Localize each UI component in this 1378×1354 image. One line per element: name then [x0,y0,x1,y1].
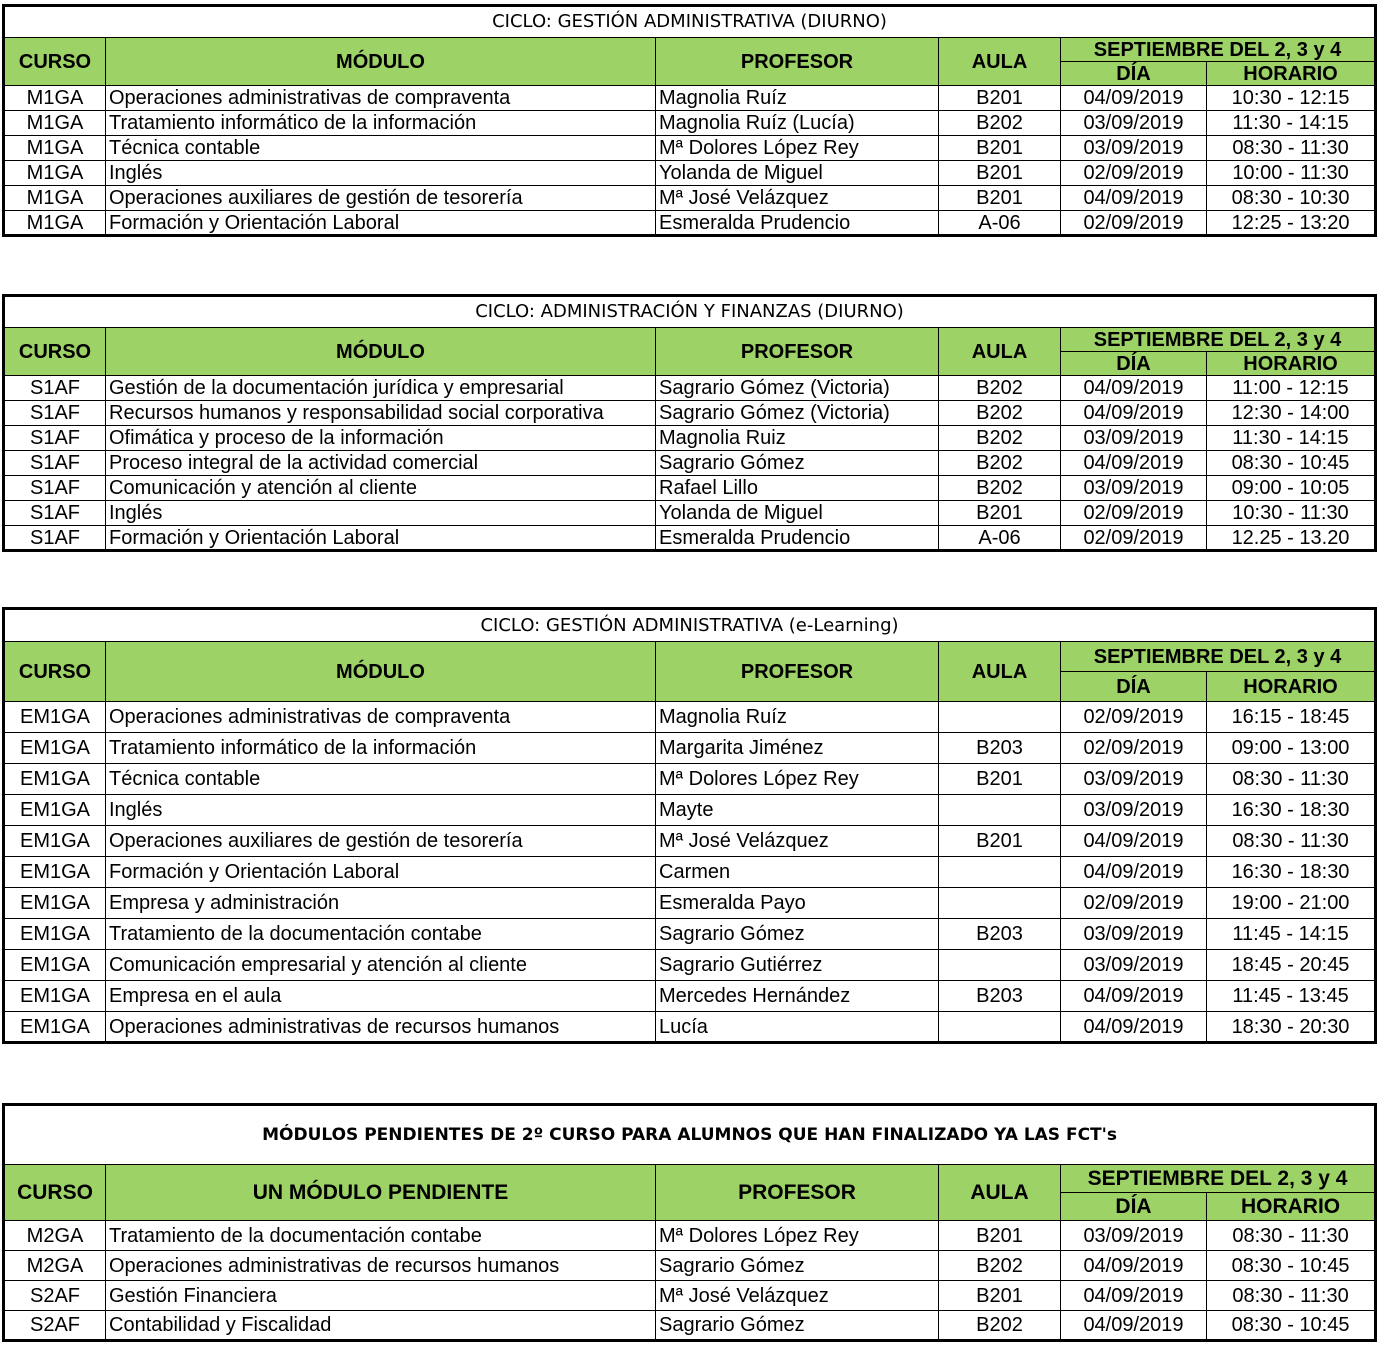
cell-curso: M2GA [4,1251,106,1281]
cell-curso: M1GA [4,111,106,136]
cell-profesor: Mercedes Hernández [656,981,939,1012]
cell-modulo: Proceso integral de la actividad comercial [106,451,656,476]
table-block-2 [2,294,1374,552]
cell-dia: 04/09/2019 [1061,401,1207,426]
schedule-table-gestion-elearning [2,607,1377,1044]
cell-aula: B202 [939,426,1061,451]
cell-aula: B202 [939,1251,1061,1281]
cell-curso: EM1GA [4,919,106,950]
cell-aula [939,1012,1061,1043]
cell-curso: S1AF [4,476,106,501]
table-row [4,1311,1376,1341]
cell-profesor: Sagrario Gómez [656,451,939,476]
cell-dia: 03/09/2019 [1061,426,1207,451]
table-row [4,1012,1376,1043]
cell-dia: 03/09/2019 [1061,950,1207,981]
cell-horario: 11:30 - 14:15 [1207,426,1376,451]
cell-horario: 09:00 - 13:00 [1207,733,1376,764]
cell-horario: 16:30 - 18:30 [1207,795,1376,826]
table-row [4,1251,1376,1281]
cell-curso: M1GA [4,86,106,111]
table-row [4,795,1376,826]
table-row [4,857,1376,888]
cell-curso: EM1GA [4,1012,106,1043]
cell-aula [939,857,1061,888]
cell-profesor: Magnolia Ruíz [656,86,939,111]
header-horario: HORARIO [1207,672,1376,702]
table-row [4,919,1376,950]
cell-modulo: Operaciones administrativas de compraventa [106,702,656,733]
table-row [4,702,1376,733]
table-row [4,111,1376,136]
table-row [4,186,1376,211]
table-row [4,211,1376,236]
header-modulo-pendiente: UN MÓDULO PENDIENTE [106,1165,656,1221]
cell-profesor: Margarita Jiménez [656,733,939,764]
header-profesor: PROFESOR [656,38,939,86]
table-row [4,1281,1376,1311]
cell-curso: EM1GA [4,826,106,857]
cell-profesor: Sagrario Gómez (Victoria) [656,376,939,401]
cell-horario: 08:30 - 10:45 [1207,1311,1376,1341]
table-row [4,888,1376,919]
cell-aula: B202 [939,111,1061,136]
table-row [4,764,1376,795]
cell-dia: 03/09/2019 [1061,919,1207,950]
cell-horario: 11:30 - 14:15 [1207,111,1376,136]
cell-profesor: Magnolia Ruiz [656,426,939,451]
cell-aula: B203 [939,919,1061,950]
cell-dia: 02/09/2019 [1061,702,1207,733]
cell-profesor: Sagrario Gómez [656,1251,939,1281]
cell-curso: S2AF [4,1311,106,1341]
header-modulo: MÓDULO [106,38,656,86]
cell-aula [939,795,1061,826]
cell-profesor: Sagrario Gómez [656,919,939,950]
cell-modulo: Tratamiento de la documentación contabe [106,919,656,950]
cell-dia: 02/09/2019 [1061,161,1207,186]
cell-horario: 08:30 - 10:45 [1207,1251,1376,1281]
cell-horario: 12.25 - 13.20 [1207,526,1376,551]
cell-modulo: Formación y Orientación Laboral [106,857,656,888]
cell-curso: S1AF [4,426,106,451]
cell-profesor: Yolanda de Miguel [656,501,939,526]
cell-modulo: Operaciones auxiliares de gestión de tesorería [106,826,656,857]
table-row [4,826,1376,857]
table-row [4,526,1376,551]
cell-modulo: Empresa y administración [106,888,656,919]
header-dia: DÍA [1061,62,1207,86]
table-row [4,426,1376,451]
table-block-3 [2,607,1374,1044]
cell-horario: 11:45 - 14:15 [1207,919,1376,950]
cell-modulo: Técnica contable [106,136,656,161]
cell-aula: B201 [939,186,1061,211]
header-dia: DÍA [1061,352,1207,376]
cell-modulo: Recursos humanos y responsabilidad social corporativa [106,401,656,426]
cell-dia: 04/09/2019 [1061,1281,1207,1311]
cell-aula [939,950,1061,981]
cell-profesor: Mª José Velázquez [656,1281,939,1311]
cell-dia: 03/09/2019 [1061,111,1207,136]
cell-curso: EM1GA [4,950,106,981]
cell-aula: B201 [939,161,1061,186]
table-row [4,401,1376,426]
cell-profesor: Mayte [656,795,939,826]
cell-curso: S1AF [4,501,106,526]
cell-profesor: Sagrario Gómez [656,1311,939,1341]
cell-modulo: Contabilidad y Fiscalidad [106,1311,656,1341]
table-block-1 [2,4,1374,237]
cell-horario: 12:30 - 14:00 [1207,401,1376,426]
header-profesor: PROFESOR [656,1165,939,1221]
cell-curso: EM1GA [4,981,106,1012]
header-curso: CURSO [4,328,106,376]
cell-aula: B203 [939,733,1061,764]
table-title: CICLO: ADMINISTRACIÓN Y FINANZAS (DIURNO) [4,296,1376,328]
cell-curso: S1AF [4,526,106,551]
cell-horario: 08:30 - 10:45 [1207,451,1376,476]
cell-profesor: Esmeralda Prudencio [656,211,939,236]
table-row [4,161,1376,186]
cell-curso: S1AF [4,401,106,426]
cell-modulo: Inglés [106,161,656,186]
header-septiembre: SEPTIEMBRE DEL 2, 3 y 4 [1061,1165,1376,1193]
cell-profesor: Lucía [656,1012,939,1043]
header-horario: HORARIO [1207,352,1376,376]
cell-modulo: Operaciones auxiliares de gestión de tesorería [106,186,656,211]
table-title: MÓDULOS PENDIENTES DE 2º CURSO PARA ALUMNOS QUE HAN FINALIZADO YA LAS FCT's [4,1105,1376,1165]
cell-curso: M1GA [4,211,106,236]
cell-horario: 16:30 - 18:30 [1207,857,1376,888]
header-curso: CURSO [4,642,106,702]
cell-curso: M2GA [4,1221,106,1251]
cell-horario: 10:30 - 11:30 [1207,501,1376,526]
header-curso: CURSO [4,1165,106,1221]
cell-aula: B201 [939,764,1061,795]
cell-profesor: Rafael Lillo [656,476,939,501]
cell-modulo: Gestión de la documentación jurídica y empresarial [106,376,656,401]
cell-modulo: Tratamiento de la documentación contabe [106,1221,656,1251]
cell-dia: 02/09/2019 [1061,888,1207,919]
cell-horario: 10:00 - 11:30 [1207,161,1376,186]
cell-horario: 09:00 - 10:05 [1207,476,1376,501]
cell-dia: 03/09/2019 [1061,764,1207,795]
cell-horario: 10:30 - 12:15 [1207,86,1376,111]
cell-modulo: Empresa en el aula [106,981,656,1012]
cell-profesor: Yolanda de Miguel [656,161,939,186]
header-modulo: MÓDULO [106,328,656,376]
cell-aula [939,888,1061,919]
table-title: CICLO: GESTIÓN ADMINISTRATIVA (DIURNO) [4,6,1376,38]
header-modulo: MÓDULO [106,642,656,702]
cell-aula: B201 [939,1281,1061,1311]
table-row [4,501,1376,526]
cell-profesor: Magnolia Ruíz (Lucía) [656,111,939,136]
cell-curso: EM1GA [4,888,106,919]
cell-curso: EM1GA [4,764,106,795]
cell-dia: 02/09/2019 [1061,526,1207,551]
table-row [4,376,1376,401]
cell-profesor: Carmen [656,857,939,888]
header-septiembre: SEPTIEMBRE DEL 2, 3 y 4 [1061,38,1376,62]
cell-horario: 11:00 - 12:15 [1207,376,1376,401]
cell-aula: B201 [939,826,1061,857]
schedule-table-pendientes [2,1103,1377,1342]
cell-curso: S1AF [4,451,106,476]
cell-aula: B201 [939,501,1061,526]
cell-modulo: Tratamiento informático de la información [106,111,656,136]
cell-horario: 08:30 - 10:30 [1207,186,1376,211]
cell-dia: 04/09/2019 [1061,1251,1207,1281]
cell-horario: 08:30 - 11:30 [1207,826,1376,857]
cell-modulo: Ofimática y proceso de la información [106,426,656,451]
cell-horario: 12:25 - 13:20 [1207,211,1376,236]
cell-profesor: Mª Dolores López Rey [656,764,939,795]
cell-horario: 16:15 - 18:45 [1207,702,1376,733]
cell-curso: EM1GA [4,795,106,826]
cell-dia: 04/09/2019 [1061,451,1207,476]
table-row [4,451,1376,476]
cell-modulo: Gestión Financiera [106,1281,656,1311]
cell-modulo: Operaciones administrativas de recursos humanos [106,1012,656,1043]
cell-aula [939,702,1061,733]
cell-modulo: Inglés [106,501,656,526]
cell-aula: B202 [939,476,1061,501]
cell-horario: 11:45 - 13:45 [1207,981,1376,1012]
cell-curso: EM1GA [4,857,106,888]
cell-modulo: Tratamiento informático de la información [106,733,656,764]
table-row [4,1221,1376,1251]
cell-horario: 19:00 - 21:00 [1207,888,1376,919]
cell-dia: 04/09/2019 [1061,186,1207,211]
header-curso: CURSO [4,38,106,86]
cell-profesor: Magnolia Ruíz [656,702,939,733]
table-row [4,981,1376,1012]
cell-aula: B202 [939,376,1061,401]
cell-modulo: Operaciones administrativas de compraventa [106,86,656,111]
cell-curso: EM1GA [4,702,106,733]
cell-dia: 04/09/2019 [1061,1012,1207,1043]
schedule-table-finanzas-diurno [2,294,1377,552]
cell-curso: EM1GA [4,733,106,764]
cell-modulo: Técnica contable [106,764,656,795]
cell-profesor: Sagrario Gutiérrez [656,950,939,981]
cell-dia: 03/09/2019 [1061,136,1207,161]
header-septiembre: SEPTIEMBRE DEL 2, 3 y 4 [1061,642,1376,672]
header-aula: AULA [939,642,1061,702]
cell-dia: 04/09/2019 [1061,981,1207,1012]
cell-horario: 08:30 - 11:30 [1207,136,1376,161]
cell-modulo: Formación y Orientación Laboral [106,211,656,236]
cell-profesor: Esmeralda Payo [656,888,939,919]
cell-dia: 03/09/2019 [1061,795,1207,826]
cell-modulo: Comunicación empresarial y atención al cliente [106,950,656,981]
cell-aula: A-06 [939,526,1061,551]
cell-aula: B201 [939,136,1061,161]
table-block-4 [2,1103,1374,1342]
cell-horario: 08:30 - 11:30 [1207,764,1376,795]
cell-aula: B202 [939,451,1061,476]
header-dia: DÍA [1061,672,1207,702]
cell-aula: B203 [939,981,1061,1012]
cell-dia: 03/09/2019 [1061,1221,1207,1251]
cell-curso: S1AF [4,376,106,401]
cell-modulo: Operaciones administrativas de recursos humanos [106,1251,656,1281]
cell-dia: 02/09/2019 [1061,211,1207,236]
table-row [4,136,1376,161]
table-row [4,476,1376,501]
cell-profesor: Esmeralda Prudencio [656,526,939,551]
schedule-table-gestion-diurno [2,4,1377,237]
header-aula: AULA [939,1165,1061,1221]
cell-profesor: Sagrario Gómez (Victoria) [656,401,939,426]
cell-horario: 08:30 - 11:30 [1207,1281,1376,1311]
cell-curso: M1GA [4,136,106,161]
cell-aula: B202 [939,401,1061,426]
header-aula: AULA [939,38,1061,86]
cell-dia: 04/09/2019 [1061,376,1207,401]
cell-aula: B201 [939,86,1061,111]
cell-dia: 02/09/2019 [1061,501,1207,526]
cell-horario: 18:30 - 20:30 [1207,1012,1376,1043]
cell-dia: 04/09/2019 [1061,857,1207,888]
cell-horario: 18:45 - 20:45 [1207,950,1376,981]
cell-dia: 04/09/2019 [1061,86,1207,111]
cell-aula: A-06 [939,211,1061,236]
header-dia: DÍA [1061,1193,1207,1221]
cell-aula: B201 [939,1221,1061,1251]
cell-profesor: Mª José Velázquez [656,186,939,211]
cell-curso: S2AF [4,1281,106,1311]
header-aula: AULA [939,328,1061,376]
cell-profesor: Mª Dolores López Rey [656,136,939,161]
cell-modulo: Inglés [106,795,656,826]
header-profesor: PROFESOR [656,328,939,376]
cell-aula: B202 [939,1311,1061,1341]
cell-dia: 03/09/2019 [1061,476,1207,501]
table-row [4,86,1376,111]
header-profesor: PROFESOR [656,642,939,702]
header-horario: HORARIO [1207,1193,1376,1221]
table-title: CICLO: GESTIÓN ADMINISTRATIVA (e-Learning) [4,609,1376,642]
cell-profesor: Mª José Velázquez [656,826,939,857]
cell-horario: 08:30 - 11:30 [1207,1221,1376,1251]
cell-profesor: Mª Dolores López Rey [656,1221,939,1251]
cell-dia: 04/09/2019 [1061,1311,1207,1341]
table-row [4,733,1376,764]
cell-modulo: Comunicación y atención al cliente [106,476,656,501]
header-horario: HORARIO [1207,62,1376,86]
cell-modulo: Formación y Orientación Laboral [106,526,656,551]
cell-dia: 02/09/2019 [1061,733,1207,764]
header-septiembre: SEPTIEMBRE DEL 2, 3 y 4 [1061,328,1376,352]
cell-curso: M1GA [4,161,106,186]
cell-dia: 04/09/2019 [1061,826,1207,857]
table-row [4,950,1376,981]
cell-curso: M1GA [4,186,106,211]
